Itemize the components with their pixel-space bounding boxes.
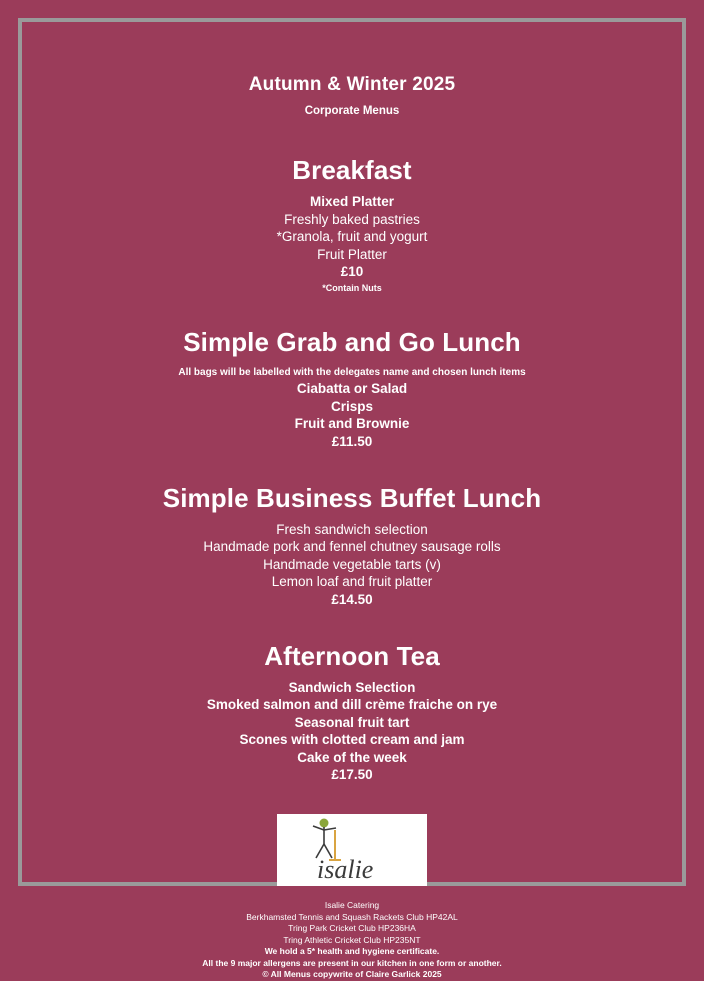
menu-section-business-buffet xyxy=(62,483,642,609)
footer-line: © All Menus copywrite of Claire Garlick 2025 xyxy=(262,969,442,979)
section-price: £11.50 xyxy=(331,433,373,449)
menu-section-breakfast xyxy=(62,155,642,295)
menu-item: Freshly baked pastries xyxy=(284,211,420,227)
page-title: Autumn & Winter 2025 xyxy=(248,74,456,95)
section-price: £14.50 xyxy=(331,591,373,607)
menu-item: Seasonal fruit tart xyxy=(294,714,410,730)
isalie-logo-icon xyxy=(277,814,427,886)
section-price: £17.50 xyxy=(331,767,373,782)
menu-frame xyxy=(18,18,686,979)
menu-item: Smoked salmon and dill crème fraiche on rye xyxy=(206,697,498,712)
section-heading: Afternoon Tea xyxy=(264,640,440,671)
section-heading: Simple Grab and Go Lunch xyxy=(183,327,521,357)
menu-item: Crisps xyxy=(330,398,374,414)
section-note: *Contain Nuts xyxy=(322,283,382,293)
menu-section-afternoon-tea xyxy=(62,641,642,785)
menu-item: *Granola, fruit and yogurt xyxy=(276,229,428,244)
menu-item: Sandwich Selection xyxy=(288,679,416,695)
menu-section-grab-and-go xyxy=(62,327,642,451)
menu-item: Handmade vegetable tarts (v) xyxy=(263,556,441,572)
section-heading: Breakfast xyxy=(292,155,412,185)
menu-item: Ciabatta or Salad xyxy=(296,381,408,396)
section-note: All bags will be labelled with the delegates name and chosen lunch items xyxy=(178,367,526,378)
footer-line: Tring Athletic Cricket Club HP235NT xyxy=(283,934,421,945)
footer-line: Isalie Catering xyxy=(324,900,380,910)
menu-item: Fruit Platter xyxy=(317,246,387,262)
logo-container xyxy=(62,814,642,886)
section-price: £10 xyxy=(340,264,364,279)
footer-line: Tring Park Cricket Club HP236HA xyxy=(288,923,416,933)
footer xyxy=(62,900,642,981)
isalie-logo xyxy=(277,814,427,886)
menu-item: Scones with clotted cream and jam xyxy=(239,732,465,747)
menu-item: Handmade pork and fennel chutney sausage rolls xyxy=(203,539,501,554)
page-subtitle: Corporate Menus xyxy=(304,105,400,117)
footer-line: Berkhamsted Tennis and Squash Rackets Club HP42AL xyxy=(246,911,458,922)
isalie-wordmark: isalie xyxy=(317,855,374,884)
footer-line: All the 9 major allergens are present in our kitchen in one form or another. xyxy=(202,957,502,968)
section-heading: Simple Business Buffet Lunch xyxy=(162,482,542,513)
menu-item: Cake of the week xyxy=(297,749,407,765)
menu-item: Fresh sandwich selection xyxy=(276,521,428,537)
menu-item: Lemon loaf and fruit platter xyxy=(271,574,433,589)
menu-item: Fruit and Brownie xyxy=(294,416,410,431)
footer-line: We hold a 5* health and hygiene certificate. xyxy=(264,946,440,956)
menu-item: Mixed Platter xyxy=(309,194,395,209)
